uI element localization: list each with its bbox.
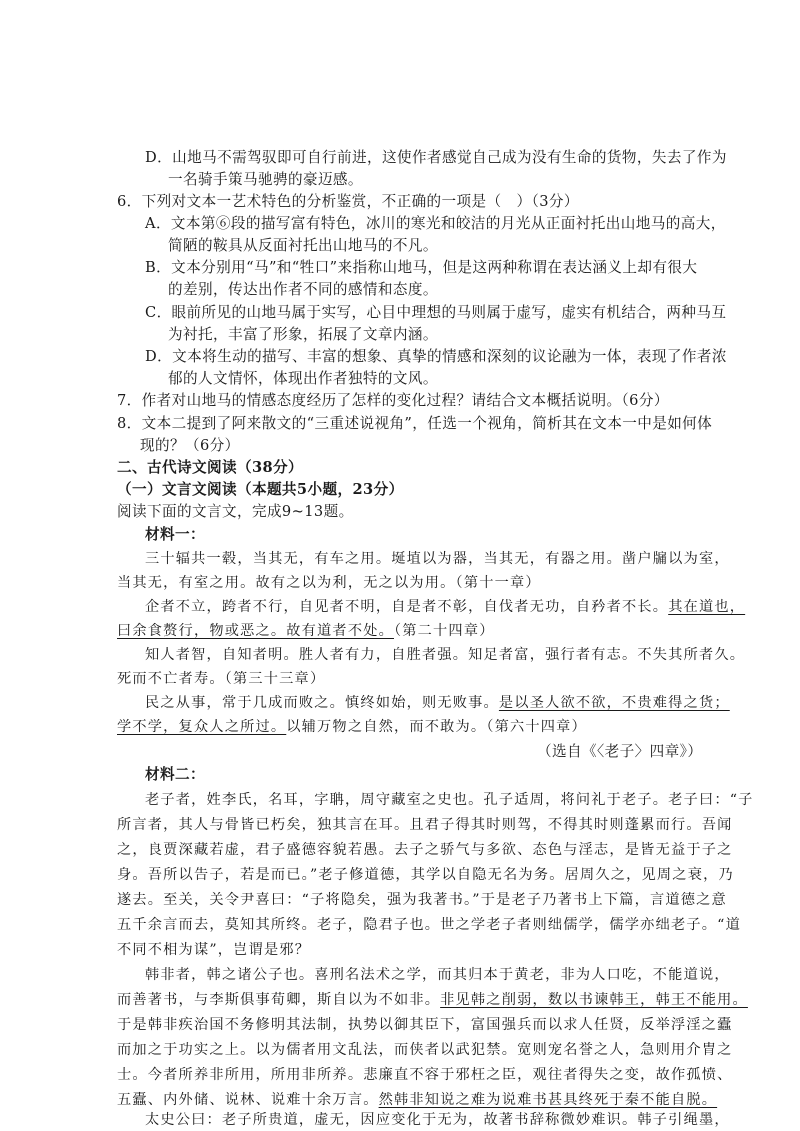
reading-instruction: 阅读下面的文言文，完成9~13题。 (117, 503, 354, 520)
q6-option-d-line1: D．文本将生动的描写、丰富的想象、真挚的情感和深刻的议论融为一体，表现了作者浓 (145, 348, 727, 365)
material1-para4-text: 民之从事，常于几成而败之。慎终如始，则无败事。 (145, 695, 499, 711)
material1-para2-chapter: （第二十四章） (393, 623, 495, 639)
q6-option-b-line1: B．文本分别用“马”和“牲口”来指称山地马，但是这两种称谓在表达涵义上却有很大 (145, 259, 698, 276)
underlined-sentence-1a: 其在道也， (668, 599, 746, 615)
material2-para2-line1: 韩非者，韩之诸公子也。喜刑名法术之学，而其归本于黄老，非为人口吃，不能道说， (145, 967, 730, 983)
q8-stem-line2: 现的？（6分） (140, 437, 240, 454)
material1-para4-line1 (145, 692, 730, 714)
material2-para2-text6: 五蠹、内外储、说林、说难十余万言。 (117, 1092, 379, 1108)
material1-para3-line2: 死而不亡者寿。（第三十三章） (117, 671, 326, 687)
q8-stem-line1: 8．文本二提到了阿来散文的“三重述说视角”，任选一个视角，简析其在文本一中是如何体 (117, 415, 713, 432)
material2-para2-line2 (117, 989, 748, 1011)
material2-para1-line4: 身。吾所以告子，若是而已。”老子修道德，其学以自隐无名为务。居周久之，见周之衰，乃 (117, 867, 734, 883)
material2-para1-line6: 五千余言而去，莫知其所终。老子，隐君子也。世之学老子者则绌儒学，儒学亦绌老子。“道 (117, 917, 741, 933)
material2-para1-line2: 所言者，其人与骨皆已朽矣，独其言在耳。且君子得其时则驾，不得其时则蓬累而行。吾闻 (117, 817, 733, 833)
material1-para2-line1 (145, 596, 745, 618)
material1-label: 材料一： (145, 526, 205, 543)
material2-para3-line1: 太史公曰：老子所贵道，虚无，因应变化于无为，故著书辞称微妙难识。韩子引绳墨， (145, 1112, 730, 1128)
material1-para1-line2: 当其无，有室之用。故有之以为利，无之以为用。（第十一章） (117, 575, 541, 591)
q6-option-d-line2: 郁的人文情怀，体现出作者独特的文风。 (168, 370, 438, 387)
material2-label: 材料二： (145, 766, 205, 783)
material2-para2-line5: 士。今者所养非所用，所用非所养。悲廉直不容于邪枉之臣，观往者得失之变，故作孤愤、 (117, 1067, 733, 1083)
underlined-sentence-4: 然韩非知说之难为说难书甚具终死于秦不能自脱。 (378, 1092, 718, 1108)
material2-para2-line3: 于是韩非疾治国不务修明其法制，执势以御其臣下，富国强兵而以求人任贤，反举浮淫之蠹 (117, 1017, 733, 1033)
underlined-sentence-2a: 是以圣人欲不欲，不贵难得之货； (498, 695, 730, 711)
underlined-sentence-2b: 学不学，复众人之所过。 (117, 719, 287, 735)
q6-option-b-line2: 的差别，传达出作者不同的感情和态度。 (168, 281, 438, 298)
q7-stem: 7．作者对山地马的情感态度经历了怎样的变化过程？请结合文本概括说明。（6分） (117, 392, 669, 409)
material2-para2-text: 而善著书，与李斯俱事荀卿，斯自以为不如非。 (117, 992, 441, 1008)
material1-para4-line2 (117, 716, 587, 738)
q6-stem: 6．下列对文本一艺术特色的分析鉴赏，不正确的一项是（ ）（3分） (117, 193, 579, 210)
material2-para1-line5: 遂去。至关，关令尹喜曰：“子将隐矣，强为我著书。”于是老子乃著书上下篇，言道德之意 (117, 892, 727, 908)
underlined-sentence-3: 非见韩之削弱，数以书谏韩王，韩王不能用。 (440, 992, 748, 1008)
material1-para2-text: 企者不立，跨者不行，自见者不明，自是者不彰，自伐者无功，自矜者不长。 (145, 599, 669, 615)
material1-para1-line1: 三十辐共一毂，当其无，有车之用。埏埴以为器，当其无，有器之用。凿户牖以为室， (145, 551, 730, 567)
material1-para2-line2 (117, 620, 495, 642)
material1-para4-tail: 以辅万物之自然，而不敢为。（第六十四章） (286, 719, 587, 735)
q5-option-d-line2: 一名骑手策马驰骋的豪迈感。 (168, 171, 363, 188)
material2-para1-line1: 老子者，姓李氏，名耳，字聃，周守藏室之史也。孔子适周，将问礼于老子。老子曰：“子 (145, 792, 754, 808)
q5-option-d-line1: D．山地马不需驾驭即可自行前进，这使作者感觉自己成为没有生命的货物，失去了作为 (145, 149, 727, 166)
material1-para3-line1: 知人者智，自知者明。胜人者有力，自胜者强。知足者富，强行者有志。不失其所者久。 (145, 647, 746, 663)
material2-para2-line6 (117, 1089, 717, 1111)
q6-option-c-line1: C．眼前所见的山地马属于实写，心目中理想的马则属于虚写，虚实有机结合，两种马互 (145, 304, 727, 321)
q6-option-a-line1: A．文本第⑥段的描写富有特色，冰川的寒光和皎洁的月光从正面衬托出山地马的高大， (145, 215, 726, 232)
q6-option-c-line2: 为衬托，丰富了形象，拓展了文章内涵。 (168, 326, 438, 343)
material1-source: （选自《〈老子〉四章》） (537, 743, 703, 760)
material2-para1-line7: 不同不相为谋”，岂谓是邪？ (117, 942, 311, 958)
material2-para1-line3: 之，良贾深藏若虚，君子盛德容貌若愚。去子之骄气与多欲、态色与淫志，是皆无益于子之 (117, 842, 733, 858)
material2-para2-line4: 而加之于功实之上。以为儒者用文乱法，而侠者以武犯禁。宽则宠名誉之人，急则用介胄之 (117, 1042, 733, 1058)
underlined-sentence-1b: 曰余食赘行，物或恶之。故有道者不处。 (117, 623, 394, 639)
q6-option-a-line2: 简陋的鞍具从反面衬托出山地马的不凡。 (168, 237, 438, 254)
section-heading: 二、古代诗文阅读（38分） (117, 459, 304, 476)
subsection-heading: （一）文言文阅读（本题共5小题，23分） (117, 481, 404, 498)
